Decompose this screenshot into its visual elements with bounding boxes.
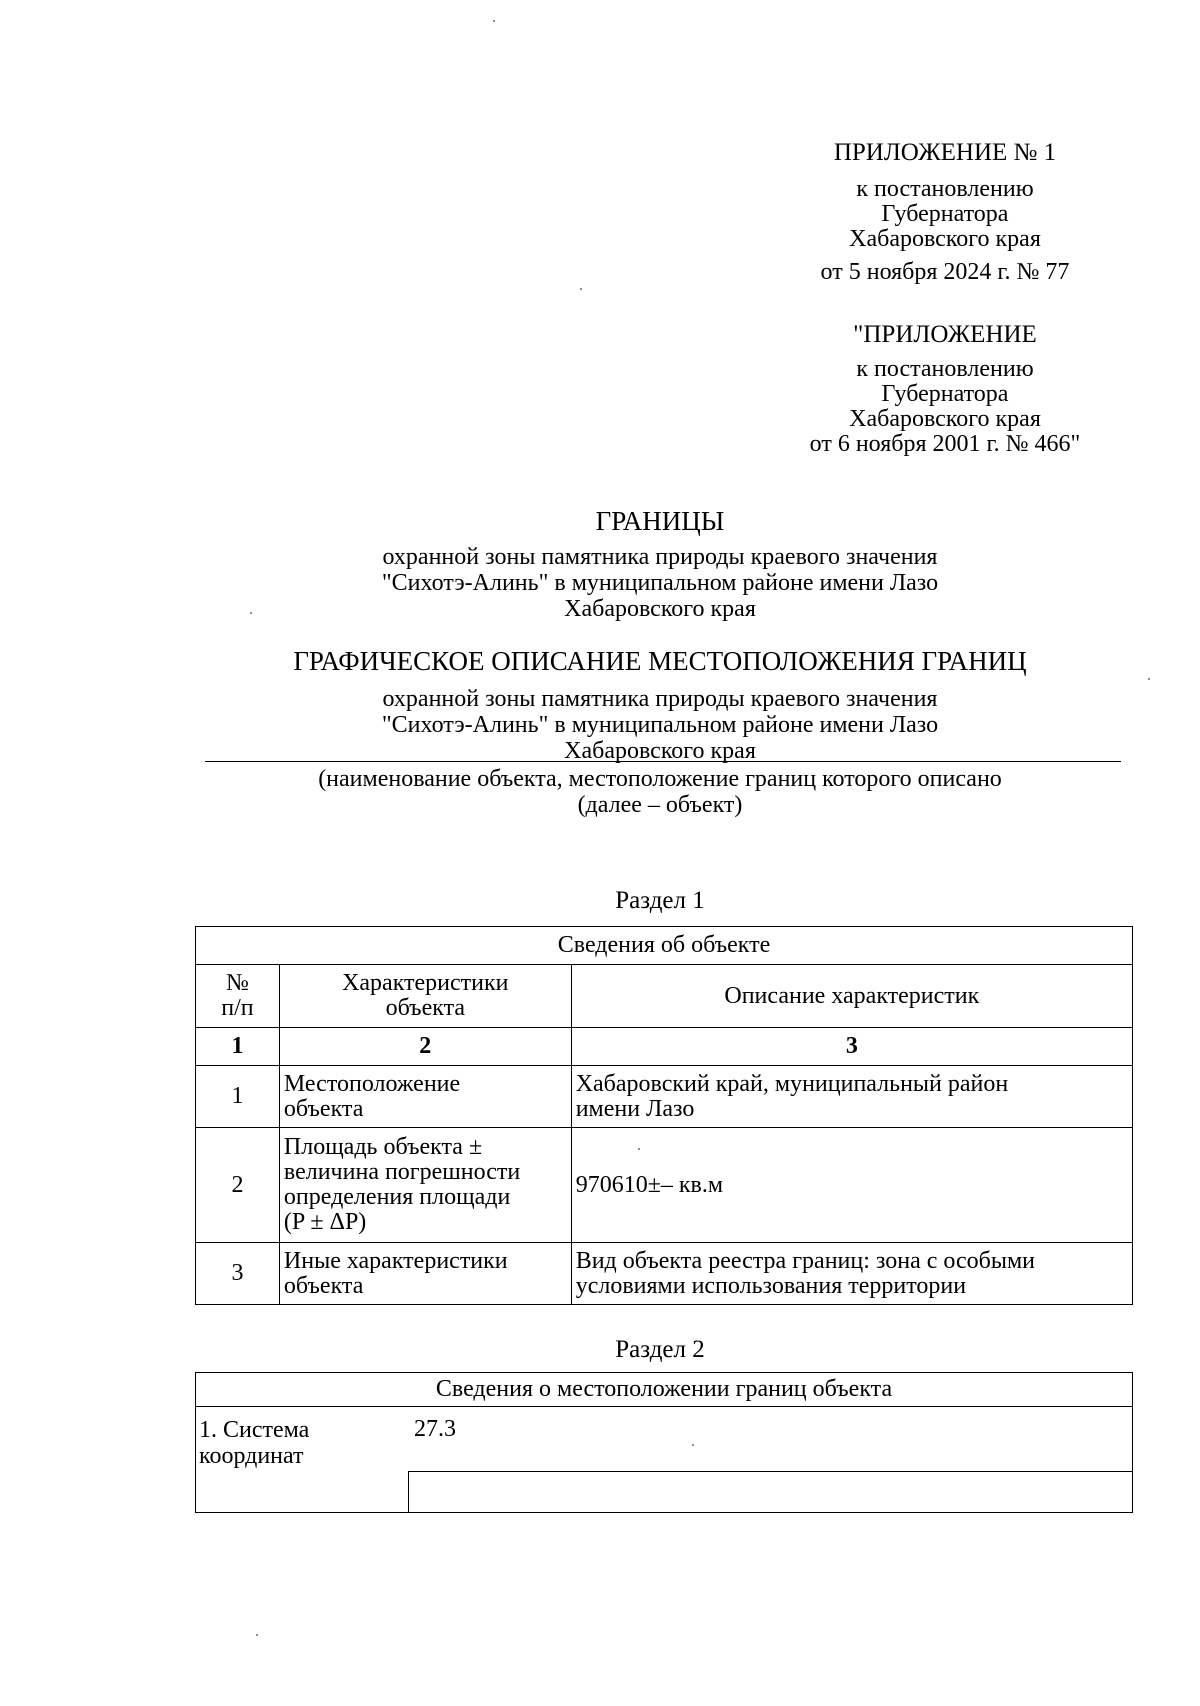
boundaries-line2: "Сихотэ-Алинь" в муниципальном районе имени Лазо (381, 570, 939, 596)
section-2-title: Раздел 2 (615, 1336, 705, 1363)
header-description: Описание характеристик (571, 965, 1132, 1028)
scan-speck (692, 1444, 694, 1446)
row-description (571, 1066, 1132, 1128)
appendix-orig-line2: Губернатора (881, 381, 1009, 407)
row-characteristic-line: Площадь объекта ± (283, 1134, 483, 1160)
boundaries-line3: Хабаровского края (564, 596, 756, 622)
boundary-location-table (195, 1372, 1133, 1513)
row-description-line: имени Лазо (575, 1095, 695, 1122)
appendix-orig-date: от 6 ноября 2001 г. № 466" (809, 431, 1081, 457)
scan-speck (493, 20, 495, 22)
header-number-line1: № (225, 970, 249, 996)
row-description (571, 1243, 1132, 1305)
appendix-1-line2: Губернатора (881, 201, 1009, 227)
row-description-line: Вид объекта реестра границ: зона с особыми (575, 1247, 1035, 1274)
graphic-description-block (190, 648, 1130, 764)
appendix-1-title: ПРИЛОЖЕНИЕ № 1 (833, 139, 1057, 166)
appendix-1-line3: Хабаровского края (849, 226, 1041, 252)
boundary-location-table-title: Сведения о местоположении границ объекта (196, 1373, 1133, 1407)
row-characteristic-line: Иные характеристики (283, 1247, 508, 1274)
table-row (196, 1243, 1133, 1305)
row-characteristic (279, 1128, 571, 1243)
coord-system-label-line2: координат (199, 1443, 304, 1469)
object-info-table (195, 926, 1133, 1305)
graphic-heading: ГРАФИЧЕСКОЕ ОПИСАНИЕ МЕСТОПОЛОЖЕНИЯ ГРАНИЦ (293, 646, 1027, 676)
row-characteristic-line: объекта (283, 1272, 364, 1299)
object-info-title-row (196, 927, 1133, 965)
row-number: 2 (196, 1128, 280, 1243)
coord-system-row (196, 1407, 1133, 1513)
header-characteristics-line2: объекта (385, 995, 466, 1021)
row-characteristic-line: объекта (283, 1095, 364, 1122)
row-description-line: Хабаровский край, муниципальный район (575, 1070, 1009, 1097)
coord-system-inner-vline (408, 1471, 409, 1512)
colnum-1: 1 (196, 1028, 280, 1066)
row-characteristic-line: определения площади (283, 1184, 511, 1210)
boundary-location-title-row (196, 1373, 1133, 1407)
coord-system-value: 27.3 (414, 1416, 456, 1442)
row-characteristic-line: величина погрешности (283, 1159, 521, 1185)
row-characteristic-line: (P ± ΔP) (283, 1209, 367, 1235)
section-1-title: Раздел 1 (615, 887, 705, 914)
coord-system-cell (196, 1407, 1133, 1513)
object-info-table-title: Сведения об объекте (196, 927, 1133, 965)
scan-speck (1148, 678, 1150, 680)
header-characteristics (279, 965, 571, 1028)
appendix-1-block (780, 140, 1110, 285)
row-description (571, 1128, 1132, 1243)
coord-system-label-line1: 1. Система (199, 1417, 310, 1443)
scan-speck (256, 1634, 258, 1636)
appendix-orig-title: "ПРИЛОЖЕНИЕ (853, 321, 1037, 348)
appendix-orig-line3: Хабаровского края (849, 406, 1041, 432)
table-row (196, 1128, 1133, 1243)
appendix-orig-block (780, 322, 1110, 457)
object-caption-line2: (далее – объект) (577, 792, 743, 818)
header-number (196, 965, 280, 1028)
colnum-3: 3 (571, 1028, 1132, 1066)
object-info-colnum-row (196, 1028, 1133, 1066)
object-name-underline (205, 761, 1121, 762)
row-description-line: 970610±– кв.м (575, 1171, 724, 1198)
appendix-1-line1: к постановлению (856, 176, 1034, 202)
object-caption (190, 766, 1130, 818)
boundaries-block (190, 508, 1130, 622)
appendix-1-date: от 5 ноября 2024 г. № 77 (820, 259, 1070, 285)
boundaries-heading: ГРАНИЦЫ (595, 506, 725, 536)
coord-system-value-underline (408, 1471, 1132, 1472)
graphic-line3: Хабаровского края (564, 738, 756, 764)
graphic-line1: охранной зоны памятника природы краевого значения (382, 686, 938, 712)
object-caption-line1: (наименование объекта, местоположение границ которого описано (318, 766, 1002, 792)
colnum-2: 2 (279, 1028, 571, 1066)
row-number: 3 (196, 1243, 280, 1305)
boundaries-line1: охранной зоны памятника природы краевого значения (382, 544, 938, 570)
row-characteristic (279, 1066, 571, 1128)
header-number-line2: п/п (221, 995, 254, 1021)
scan-speck (580, 288, 582, 290)
row-characteristic-line: Местоположение (283, 1070, 461, 1097)
object-info-header-row (196, 965, 1133, 1028)
row-description-line: условиями использования территории (575, 1272, 967, 1299)
scan-speck (638, 1148, 640, 1150)
row-characteristic (279, 1243, 571, 1305)
header-characteristics-line1: Характеристики (342, 970, 509, 996)
coord-system-label (199, 1417, 309, 1469)
scan-speck (250, 612, 252, 614)
graphic-line2: "Сихотэ-Алинь" в муниципальном районе имени Лазо (381, 712, 939, 738)
table-row (196, 1066, 1133, 1128)
appendix-orig-line1: к постановлению (856, 356, 1034, 382)
row-number: 1 (196, 1066, 280, 1128)
